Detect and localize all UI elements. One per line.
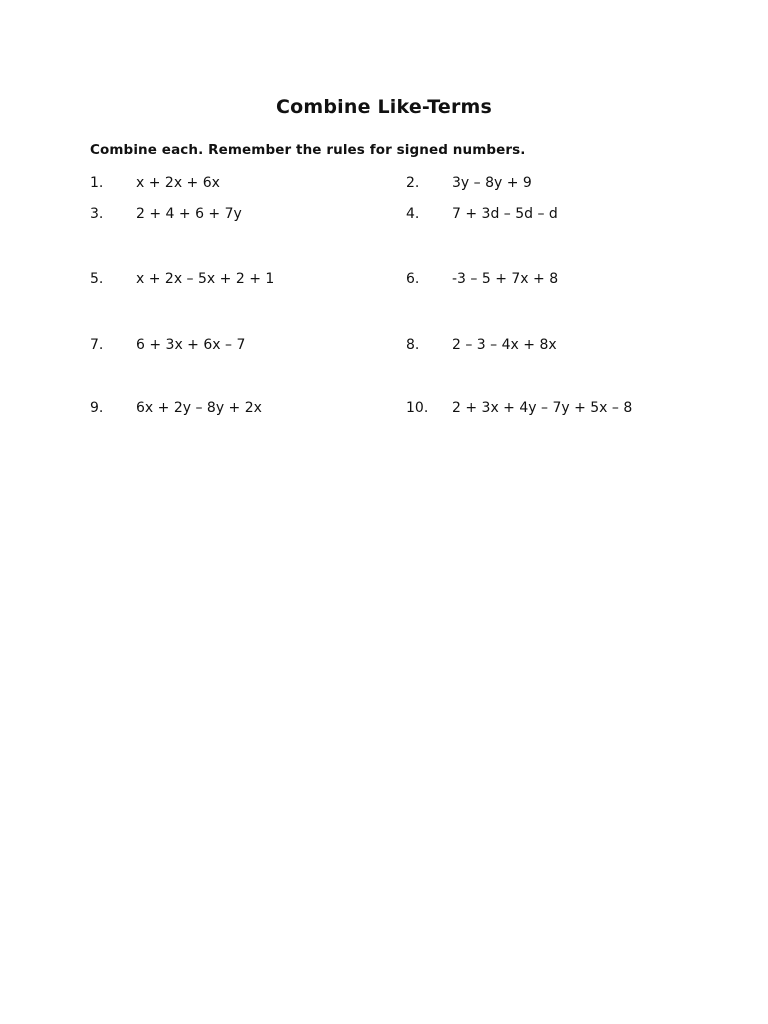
- problem-number: 5.: [90, 271, 104, 287]
- problem-expression: x + 2x – 5x + 2 + 1: [136, 271, 275, 287]
- problem-expression: 7 + 3d – 5d – d: [452, 206, 558, 222]
- problem-expression: 6 + 3x + 6x – 7: [136, 337, 246, 353]
- instructions-text: Combine each. Remember the rules for signed numbers.: [90, 142, 526, 158]
- problem-number: 7.: [90, 337, 104, 353]
- problem-number: 4.: [406, 206, 420, 222]
- problem-expression: 2 + 4 + 6 + 7y: [136, 206, 242, 222]
- problem-number: 2.: [406, 175, 420, 191]
- problem-expression: x + 2x + 6x: [136, 175, 220, 191]
- problem-number: 8.: [406, 337, 420, 353]
- problem-expression: 3y – 8y + 9: [452, 175, 532, 191]
- problem-expression: 6x + 2y – 8y + 2x: [136, 400, 262, 416]
- problem-number: 3.: [90, 206, 104, 222]
- problem-expression: 2 + 3x + 4y – 7y + 5x – 8: [452, 400, 633, 416]
- problem-expression: -3 – 5 + 7x + 8: [452, 271, 559, 287]
- problem-expression: 2 – 3 – 4x + 8x: [452, 337, 557, 353]
- problem-number: 1.: [90, 175, 104, 191]
- page-title: Combine Like-Terms: [275, 96, 493, 118]
- problem-number: 10.: [406, 400, 429, 416]
- problem-number: 6.: [406, 271, 420, 287]
- problem-number: 9.: [90, 400, 104, 416]
